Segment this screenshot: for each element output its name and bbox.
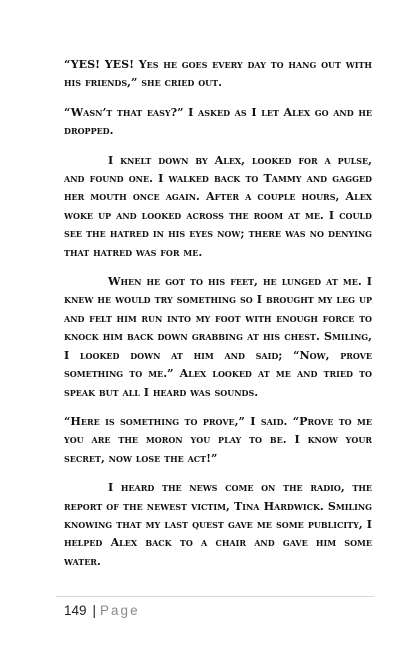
page-word: Page [100, 603, 140, 618]
paragraph-6: I heard the news come on the radio, the report of the newest victim, Tina Hardwick. Smiling knowing that my last quest gave me some publicity, I helped Alex back to a chair and gave him some water. [64, 481, 372, 568]
paragraph-2: “Wasn’t that easy?” I asked as I let Alex go and he dropped. [64, 105, 372, 138]
page-footer [56, 596, 374, 623]
footer-separator: | [92, 603, 97, 618]
paragraph-1: “YES! YES! Yes he goes every day to hang out with his friends,” she cried out. [64, 58, 372, 90]
page-number: 149 [64, 603, 87, 618]
paragraph-5: “Here is something to prove,” I said. “Prove to me you are the moron you play to be. I know your secret, now lose the act!” [64, 414, 372, 465]
paragraph-3: I knelt down by Alex, looked for a pulse, and found one. I walked back to Tammy and gagged her mouth once again. After a couple hours, Alex woke up and looked across the room at me. I could see the hatred in his eyes now; there was no denying that hatred was for me. [64, 153, 372, 259]
page-footer-label [64, 603, 140, 618]
body-text [64, 56, 372, 582]
paragraph-4: When he got to his feet, he lunged at me. I knew he would try something so I brought my leg up and felt him run into my foot with enough force to knock him back down grabbing at his chest. Smiling, I looked down at him and said; “Now, prove something to me.” Alex looked at me and tried to speak but all I heard was sounds. [64, 275, 372, 399]
